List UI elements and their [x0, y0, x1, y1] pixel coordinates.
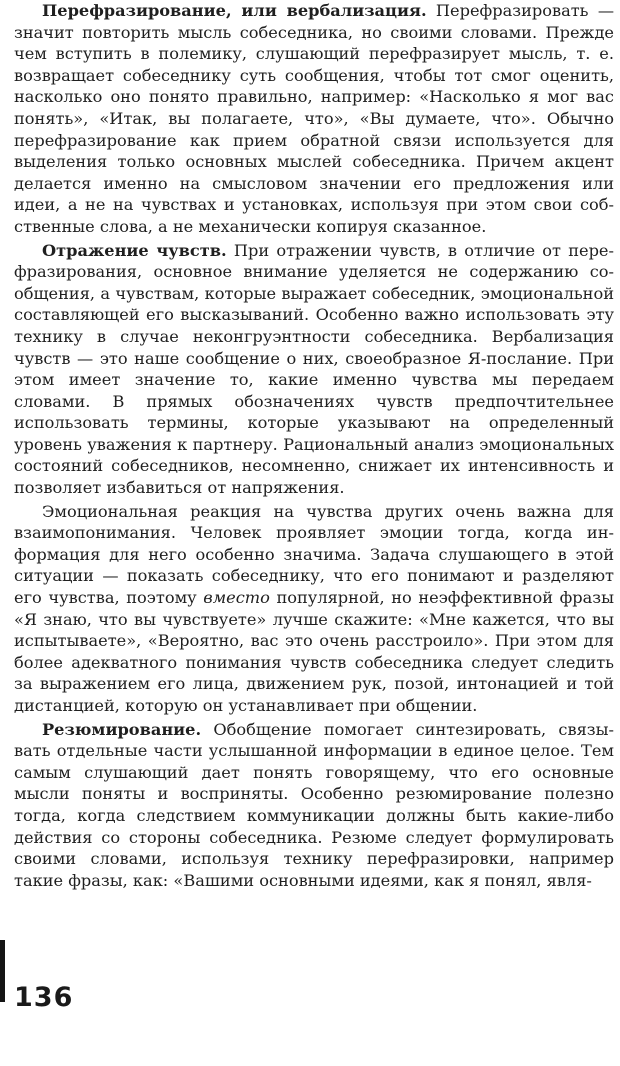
- term-paraphrasing: Перефразирование, или вербализация.: [42, 1, 427, 20]
- paragraph-text-before: Эмоциональная реакция на чувства других очень важна для взаимопонимания. Человек проявляет эмоции тогда, когда информация для него особенно значима. Задача слушающего в этой ситуации — показать собеседнику, что его понимают и разделяют его чувства, поэтому: [14, 501, 614, 608]
- paragraph-reflecting-feelings: [14, 240, 614, 499]
- paragraph-body: Обобщение помогает синтезировать, связывать отдельные части услышанной информации в единое целое. Тем самым слушающий дает понять говорящему, что его основные мысли поняты и восприняты. Особенно резюмирование полезно тогда, когда следствием коммуникации должны быть какие-либо действия со стороны собеседника. Резюме следует формулировать своими словами, используя технику перефразировки, например такие фразы, как: «Вашими основными идеями, как я понял, явля-: [14, 719, 614, 890]
- term-summarizing: Резюмирование.: [42, 719, 202, 739]
- page-edge-bar: [0, 940, 5, 1002]
- paragraph-summarizing: [14, 719, 614, 892]
- body-text: [14, 0, 614, 891]
- book-page: [14, 0, 614, 1066]
- paragraph-paraphrasing: [14, 0, 614, 238]
- emphasized-word: вместо: [203, 588, 270, 608]
- paragraph-text-after: популярной, но неэффективной фразы «Я знаю, что вы чувствуете» лучше скажите: «Мне кажется, что вы испытываете», «Вероятно, вас это очень расстроило». При этом для более адекватного понимания чувств собеседника следует следить за выражением его лица, движением рук, позой, интонацией и той дистанцией, которую он устанавливает при общении.: [14, 588, 615, 715]
- paragraph-body: При отражении чувств, в отличие от перефразирования, основное внимание уделяется не содержанию сообщения, а чувствам, которые выражает собеседник, эмоциональной составляющей его высказываний. Особенно важно использовать эту технику в случае неконгруэнтности собеседника. Вербализация чувств — это наше сообщение о них, своеобразное Я-послание. При этом имеет значение то, какие именно чувства мы передаем словами. В прямых обозначениях чувств предпочтительнее использовать термины, которые указывают на определенный уровень уважения к партнеру. Рациональный анализ эмоциональных состояний собеседников, несомненно, снижает их интенсивность и позволяет избавиться от напряжения.: [14, 240, 614, 498]
- paragraph-body: Перефразировать — значит повторить мысль собеседника, но своими словами. Прежде чем вступить в полемику, слушающий перефразирует мысль, т. е. возвращает собеседнику суть сообщения, чтобы тот смог оценить, насколько оно понято правильно, например: «Насколько я мог вас понять», «Итак, вы полагаете, что», «Вы думаете, что». Обычно перефразирование как прием обратной связи используется для выделения только основных мыслей собеседника. Причем акцент делается именно на смысловом значении его предложения или идеи, а не на чувствах и установках, используя при этом свои собственные слова, а не механически копируя сказанное.: [14, 1, 615, 236]
- paragraph-emotional-reaction: [14, 501, 614, 717]
- page-number: 136: [14, 982, 74, 1013]
- term-reflecting-feelings: Отражение чувств.: [42, 240, 227, 260]
